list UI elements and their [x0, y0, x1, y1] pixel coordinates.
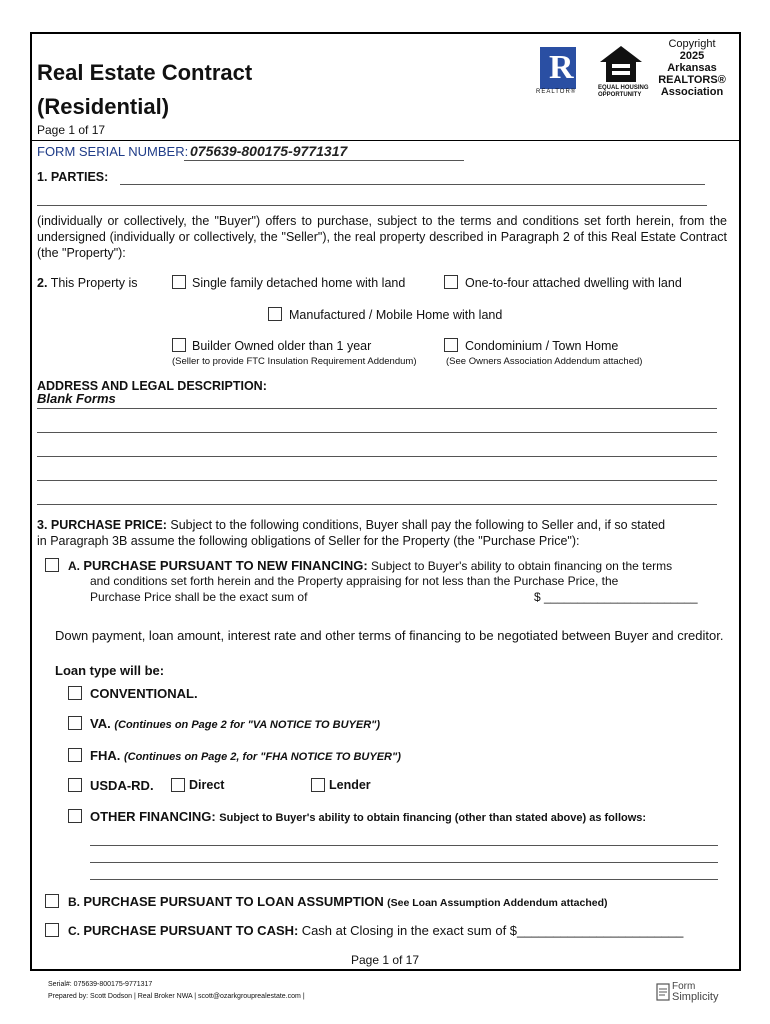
page-label: Page 1 of 17	[37, 123, 106, 137]
condo-checkbox[interactable]	[444, 338, 458, 352]
form-simplicity-brand: Form Simplicity	[672, 981, 719, 1003]
condo-label: Condominium / Town Home	[465, 339, 619, 353]
form-simplicity-icon	[656, 983, 670, 1001]
builder-checkbox[interactable]	[172, 338, 186, 352]
usda-label: USDA-RD.	[90, 778, 154, 793]
price-text1: Subject to the following conditions, Buyer shall pay the following to Seller and, if so stated	[170, 518, 666, 532]
title-line2: (Residential)	[37, 94, 170, 119]
price-label: 3. PURCHASE PRICE:	[37, 518, 167, 532]
realtor-logo-icon: R	[540, 47, 576, 89]
other-financing-checkbox[interactable]	[68, 809, 82, 823]
title-line1: Real Estate Contract	[37, 60, 253, 85]
condo-note: (See Owners Association Addendum attached)	[446, 356, 643, 367]
serial-label: FORM SERIAL NUMBER:	[37, 144, 189, 159]
property-label: This Property is	[50, 276, 138, 290]
address-value[interactable]: Blank Forms	[37, 391, 116, 406]
manufactured-label: Manufactured / Mobile Home with land	[289, 308, 503, 322]
lender-checkbox[interactable]	[311, 778, 325, 792]
footer-prepared: Prepared by: Scott Dodson | Real Broker NWA | scott@ozarkgrouprealestate.com |	[48, 993, 305, 1000]
fha-checkbox[interactable]	[68, 748, 82, 762]
parties-text: (individually or collectively, the "Buyer") offers to purchase, subject to the terms and conditions set forth herein, from the undersigned (individually or collectively, the "Seller"), the real property described in Paragraph 2 of this Real Estate Contract (the "Property"):	[37, 214, 727, 260]
down-payment-text: Down payment, loan amount, interest rate and other terms of financing to be negotiated between Buyer and creditor.	[55, 628, 724, 643]
builder-label: Builder Owned older than 1 year	[192, 339, 372, 353]
copyright-block: Copyright 2025 Arkansas REALTORS® Association	[658, 38, 726, 98]
form-frame	[30, 32, 741, 971]
loan-assumption-label: PURCHASE PURSUANT TO LOAN ASSUMPTION	[83, 894, 384, 909]
parties-field[interactable]	[120, 184, 705, 185]
direct-checkbox[interactable]	[171, 778, 185, 792]
equal-housing-text: EQUAL HOUSING OPPORTUNITY	[598, 85, 649, 98]
cash-amount-field: Cash at Closing in the exact sum of $_______________________	[301, 923, 684, 938]
realtor-logo-text: REALTOR®	[536, 89, 577, 95]
usda-checkbox[interactable]	[68, 778, 82, 792]
other-financing-label: OTHER FINANCING:	[90, 809, 216, 824]
loan-type-label: Loan type will be:	[55, 663, 165, 678]
single-family-label: Single family detached home with land	[192, 276, 406, 290]
direct-label: Direct	[189, 778, 225, 792]
cash-label: PURCHASE PURSUANT TO CASH:	[83, 923, 299, 938]
conventional-checkbox[interactable]	[68, 686, 82, 700]
price-text2: in Paragraph 3B assume the following obligations of Seller for the Property (the "Purchase Price"):	[37, 534, 580, 548]
new-financing-checkbox[interactable]	[45, 558, 59, 572]
equal-housing-icon	[598, 44, 644, 84]
serial-value: 075639-800175-9771317	[190, 143, 348, 159]
va-checkbox[interactable]	[68, 716, 82, 730]
one-four-checkbox[interactable]	[444, 275, 458, 289]
va-label: VA.	[90, 716, 111, 731]
manufactured-checkbox[interactable]	[268, 307, 282, 321]
single-family-checkbox[interactable]	[172, 275, 186, 289]
cash-checkbox[interactable]	[45, 923, 59, 937]
builder-note: (Seller to provide FTC Insulation Requirement Addendum)	[172, 356, 417, 367]
purchase-price-field[interactable]: $ _______________________	[534, 590, 698, 604]
loan-assumption-checkbox[interactable]	[45, 894, 59, 908]
page-footer-label: Page 1 of 17	[350, 953, 420, 967]
lender-label: Lender	[329, 778, 371, 792]
footer-serial: Serial#: 075639-800175-9771317	[48, 981, 153, 988]
address-label: ADDRESS AND LEGAL DESCRIPTION:	[37, 379, 267, 393]
fha-label: FHA.	[90, 748, 121, 763]
new-financing-label: PURCHASE PURSUANT TO NEW FINANCING:	[83, 558, 368, 573]
conventional-label: CONVENTIONAL.	[90, 686, 198, 701]
parties-label: 1. PARTIES:	[37, 170, 109, 184]
one-four-label: One-to-four attached dwelling with land	[465, 276, 682, 290]
header-divider	[31, 140, 740, 141]
